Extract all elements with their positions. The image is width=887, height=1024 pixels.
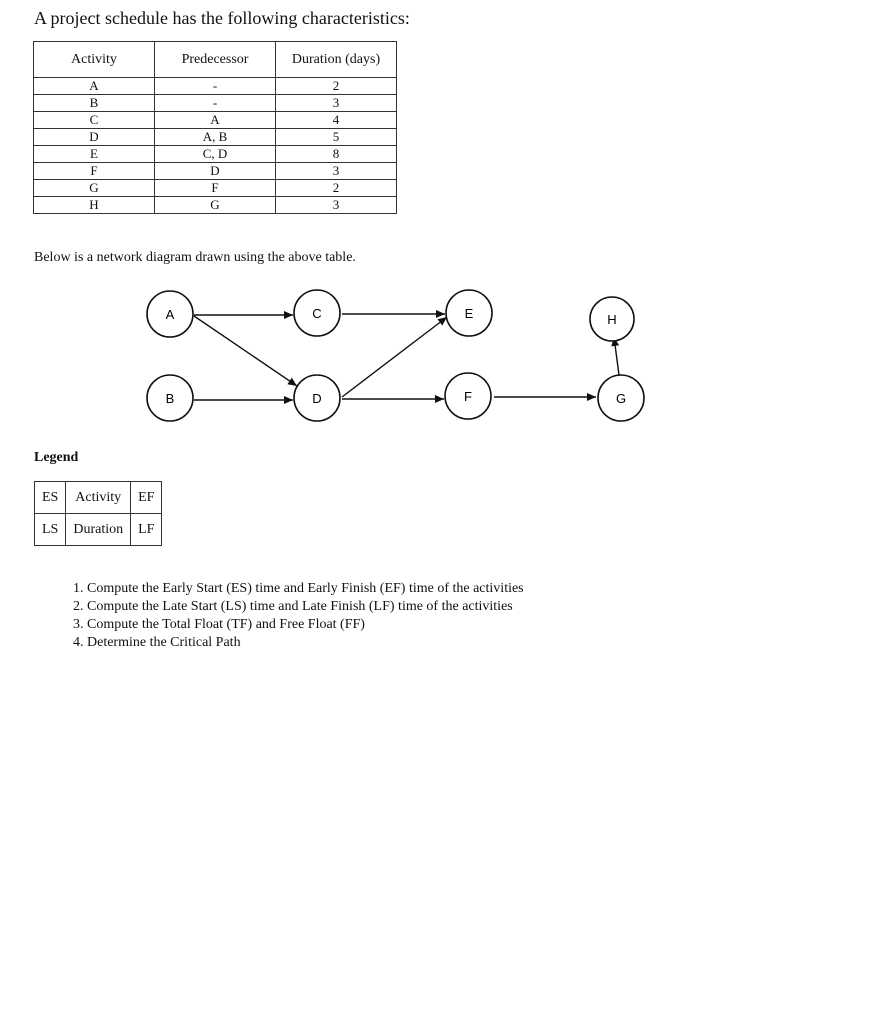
legend-es: ES <box>35 482 66 514</box>
node-label: F <box>464 389 472 404</box>
cell-activity: G <box>34 180 155 197</box>
legend-title: Legend <box>34 450 79 465</box>
table-row <box>34 129 397 146</box>
node-label: A <box>165 307 175 322</box>
legend-ef: EF <box>131 482 162 514</box>
cell-duration: 3 <box>276 163 397 180</box>
legend-row-top <box>35 482 162 514</box>
node-label: H <box>607 312 617 327</box>
node-b <box>147 375 193 421</box>
legend-row-bottom <box>35 514 162 546</box>
table-row <box>34 78 397 95</box>
cell-activity: B <box>34 95 155 112</box>
table-row <box>34 112 397 129</box>
edge-g-h <box>614 337 619 375</box>
cell-activity: E <box>34 146 155 163</box>
table-row <box>34 163 397 180</box>
cell-activity: C <box>34 112 155 129</box>
node-e <box>446 290 492 336</box>
legend-table <box>34 481 162 546</box>
cell-duration: 3 <box>276 197 397 214</box>
cell-activity: H <box>34 197 155 214</box>
edge-a-d <box>194 316 297 386</box>
node-d <box>294 375 340 421</box>
cell-predecessor: A <box>155 112 276 129</box>
cell-duration: 3 <box>276 95 397 112</box>
node-label: D <box>312 391 322 406</box>
node-a <box>147 291 193 337</box>
cell-predecessor: C, D <box>155 146 276 163</box>
node-label: C <box>312 306 322 321</box>
cell-predecessor: D <box>155 163 276 180</box>
cell-duration: 4 <box>276 112 397 129</box>
node-h <box>590 297 634 341</box>
cell-predecessor: F <box>155 180 276 197</box>
cell-duration: 5 <box>276 129 397 146</box>
schedule-table <box>33 41 397 214</box>
node-c <box>294 290 340 336</box>
table-row <box>34 146 397 163</box>
table-row <box>34 95 397 112</box>
header-activity: Activity <box>34 42 155 78</box>
cell-predecessor: G <box>155 197 276 214</box>
cell-duration: 8 <box>276 146 397 163</box>
header-duration: Duration (days) <box>276 42 397 78</box>
cell-activity: F <box>34 163 155 180</box>
list-item: 2. Compute the Late Start (LS) time and Late Finish (LF) time of the activities <box>87 598 524 616</box>
task-list <box>54 580 524 652</box>
legend-duration: Duration <box>66 514 131 546</box>
diagram-intro-text: Below is a network diagram drawn using the above table. <box>34 250 356 265</box>
table-row <box>34 180 397 197</box>
cell-activity: D <box>34 129 155 146</box>
network-diagram <box>0 280 887 440</box>
cell-predecessor: - <box>155 78 276 95</box>
list-item: 1. Compute the Early Start (ES) time and Early Finish (EF) time of the activities <box>87 580 524 598</box>
legend-activity: Activity <box>66 482 131 514</box>
list-item: 3. Compute the Total Float (TF) and Free Float (FF) <box>87 616 524 634</box>
table-row <box>34 197 397 214</box>
intro-text: A project schedule has the following characteristics: <box>34 8 410 28</box>
legend-ls: LS <box>35 514 66 546</box>
header-predecessor: Predecessor <box>155 42 276 78</box>
node-g <box>598 375 644 421</box>
cell-predecessor: A, B <box>155 129 276 146</box>
cell-activity: A <box>34 78 155 95</box>
table-header-row <box>34 42 397 78</box>
node-f <box>445 373 491 419</box>
legend-lf: LF <box>131 514 162 546</box>
node-label: B <box>165 391 175 406</box>
node-label: E <box>464 306 474 321</box>
cell-predecessor: - <box>155 95 276 112</box>
node-label: G <box>615 391 627 406</box>
list-item: 4. Determine the Critical Path <box>87 634 524 652</box>
edge-d-e <box>342 317 447 397</box>
cell-duration: 2 <box>276 180 397 197</box>
cell-duration: 2 <box>276 78 397 95</box>
